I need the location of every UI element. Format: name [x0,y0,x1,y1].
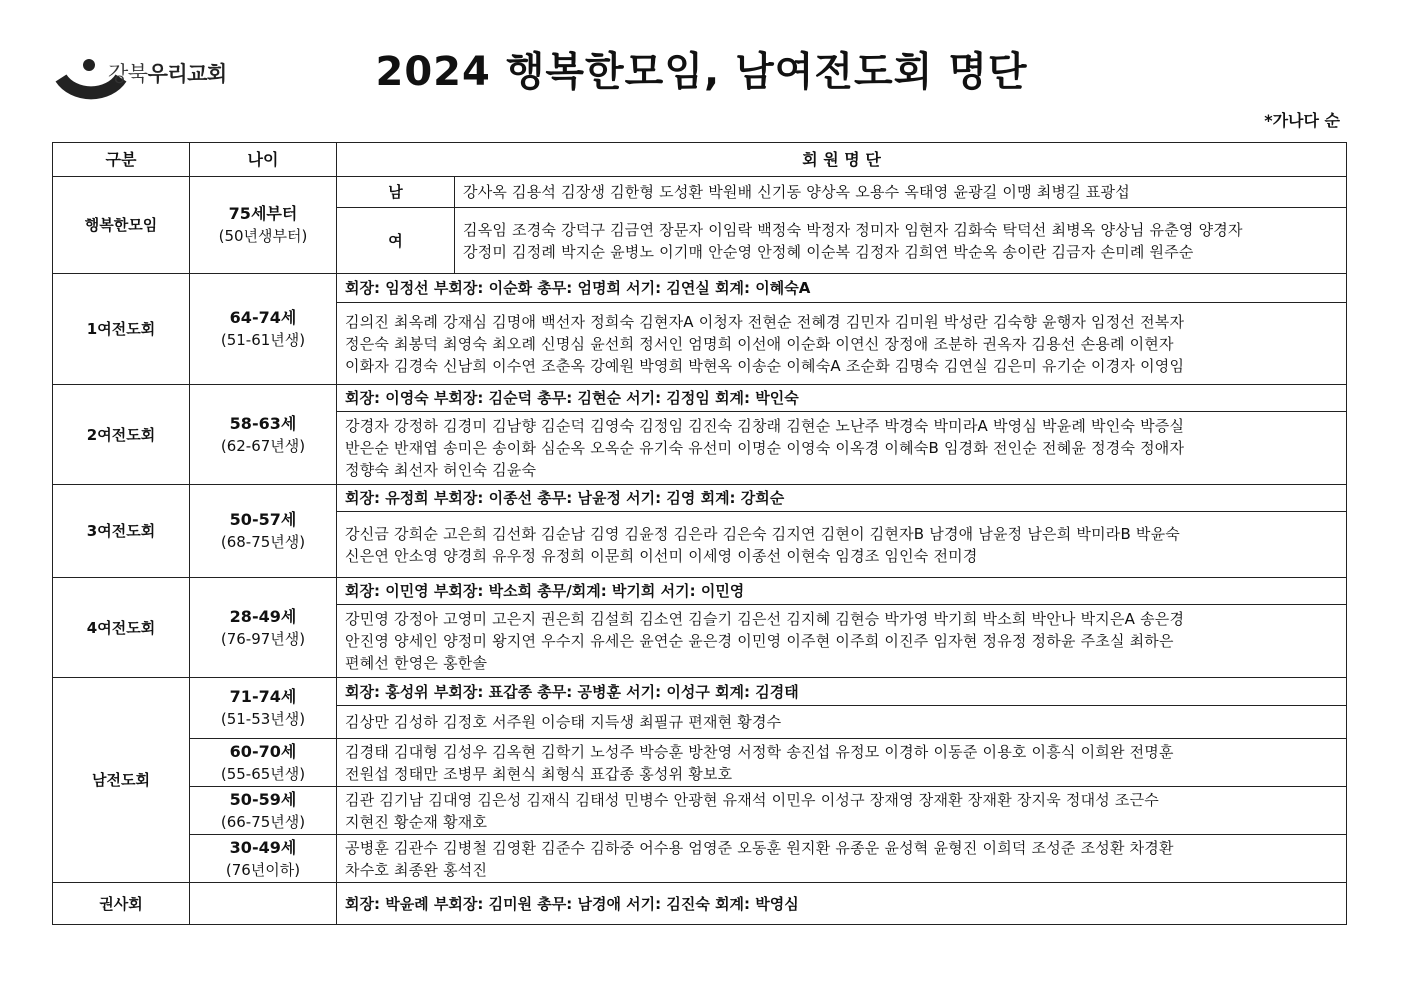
birth-range: (51-53년생) [220,710,306,728]
age-range: 50-57세 [229,510,297,529]
birth-range: (51-61년생) [220,331,306,349]
table-row [53,678,1347,706]
officers-line: 회장: 박윤례 부회장: 김미원 총무: 남경애 서기: 김진숙 회계: 박영심 [337,883,1347,925]
table-row [53,177,1347,208]
age-range: 64-74세 [229,308,297,327]
page-title: 2024 행복한모임, 남여전도회 명단 [375,49,1028,95]
roster-table [52,142,1347,925]
officers-line: 회장: 유정희 부회장: 이종선 총무: 남윤정 서기: 김영 회계: 강희순 [337,485,1347,512]
member-names: 강민영 강정아 고영미 고은지 권은희 김설희 김소연 김슬기 김은선 김지혜 김현승 박가영 박기희 박소희 박안나 박지은A 송은경 안진영 양세인 양정미 왕지연 우수지 유세은 윤연순 윤은경 이민영 이주현 이주희 이진주 임자현 정유정 정하윤 주초실 최하은 편혜선 한영은 홍한솔 [337,605,1347,678]
age-cell [190,578,337,678]
birth-range: (68-75년생) [220,533,306,551]
member-names: 김관 김기남 김대영 김은성 김재식 김태성 민병수 안광현 유재석 이민우 이성구 장재영 장재환 장재환 장지욱 정대성 조근수 지현진 황순재 황재호 [337,787,1347,835]
age-range: 50-59세 [229,789,297,809]
age-cell-empty [190,883,337,925]
officers-line: 회장: 이민영 부회장: 박소희 총무/회계: 박기희 서기: 이민영 [337,578,1347,605]
table-row [53,485,1347,512]
header-age: 나이 [190,143,337,177]
birth-range: (62-67년생) [220,436,306,455]
table-row [53,787,1347,835]
sort-note: *가나다 순 [1264,111,1340,130]
member-names: 김의진 최옥례 강재심 김명애 백선자 정희숙 김현자A 이청자 전현순 전혜경 김민자 김미원 박성란 김숙향 윤행자 임정선 전복자 정은숙 최봉덕 최영숙 최오례 신명심 윤선희 정서인 엄명희 이선애 이순화 이연신 장정애 조분하 권옥자 김용선 손용례 이현자 이화자 김경숙 신남희 이수연 조춘옥 강예원 박영희 박현옥 이송순 이혜숙A 조순화 김명숙 김연실 김은미 유기순 이경자 이영임 [337,303,1347,385]
member-names: 강신금 강희순 고은희 김선화 김순남 김영 김윤정 김은라 김은숙 김지연 김현이 김현자B 남경애 남윤정 남은희 박미라B 박윤숙 신은연 안소영 양경희 유우정 유정희 이문희 이선미 이세영 이종선 이현숙 임경조 임인숙 전미경 [337,512,1347,578]
age-cell [190,485,337,578]
birth-range: (66-75년생) [220,812,306,831]
age-cell [190,177,337,274]
age-cell [190,835,337,883]
age-cell [190,678,337,739]
age-cell [190,385,337,485]
table-row [53,274,1347,303]
group-cell: 남전도회 [53,678,190,883]
age-range: 71-74세 [229,687,297,706]
birth-range: (55-65년생) [220,764,306,783]
officers-line: 회장: 홍성위 부회장: 표갑종 총무: 공병훈 서기: 이성구 회계: 김경태 [337,678,1347,706]
member-names: 김옥임 조경숙 강덕구 김금연 장문자 이임락 백정숙 박정자 정미자 임현자 김화숙 탁덕선 최병옥 양상님 유춘영 양경자 강정미 김정례 박지순 윤병노 이기매 안순영 안정혜 이순복 김정자 김희연 박순옥 송이란 김금자 손미례 원주순 [455,208,1347,274]
church-name: 강북우리교회 [108,62,227,86]
table-row [53,883,1347,925]
table-row [53,739,1347,787]
birth-range: (50년생부터) [218,227,308,245]
age-cell [190,739,337,787]
age-range: 30-49세 [229,837,297,857]
age-range: 28-49세 [229,606,297,626]
table-row [53,835,1347,883]
header-group: 구분 [53,143,190,177]
age-range: 75세부터 [228,204,298,223]
member-names: 김상만 김성하 김정호 서주원 이승태 지득생 최필규 편재현 황경수 [337,706,1347,739]
member-names: 강사옥 김용석 김장생 김한형 도성환 박원배 신기동 양상옥 오용수 옥태영 윤광길 이맹 최병길 표광섭 [455,177,1347,208]
member-names: 김경태 김대형 김성우 김옥현 김학기 노성주 박승훈 방찬영 서정학 송진섭 유정모 이경하 이동준 이용호 이흥식 이희완 전명훈 전원섭 정태만 조병무 최현식 최형식 표갑종 홍성위 황보호 [337,739,1347,787]
group-cell: 1여전도회 [53,274,190,385]
header-row [53,143,1347,177]
age-cell [190,274,337,385]
group-cell: 3여전도회 [53,485,190,578]
group-cell: 행복한모임 [53,177,190,274]
member-names: 강경자 강정하 김경미 김남향 김순덕 김영숙 김정임 김진숙 김창래 김현순 노난주 박경숙 박미라A 박영심 박윤례 박인숙 박증실 반은순 반재엽 송미은 송이화 심순옥 오옥순 유기숙 유선미 이명순 이영숙 이옥경 이혜숙B 임경화 전인순 전혜윤 정경숙 정애자 정향숙 최선자 허인숙 김윤숙 [337,412,1347,485]
officers-line: 회장: 임정선 부회장: 이순화 총무: 엄명희 서기: 김연실 회계: 이혜숙A [337,274,1347,303]
officers-line: 회장: 이영숙 부회장: 김순덕 총무: 김현순 서기: 김정임 회계: 박인숙 [337,385,1347,412]
age-range: 60-70세 [229,741,297,761]
age-cell [190,787,337,835]
member-names: 공병훈 김관수 김병철 김영환 김준수 김하중 어수용 엄영준 오동훈 원지환 유종운 윤성혁 윤형진 이희덕 조성준 조성환 차경환 차수호 최종완 홍석진 [337,835,1347,883]
birth-range: (76-97년생) [220,629,306,648]
sex-label-male: 남 [337,177,455,208]
group-cell: 권사회 [53,883,190,925]
table-row [53,578,1347,605]
group-cell: 2여전도회 [53,385,190,485]
sex-label-female: 여 [337,208,455,274]
group-cell: 4여전도회 [53,578,190,678]
header-members: 회 원 명 단 [337,143,1347,177]
table-row [53,385,1347,412]
birth-range: (76년이하) [225,860,301,879]
age-range: 58-63세 [229,413,297,433]
